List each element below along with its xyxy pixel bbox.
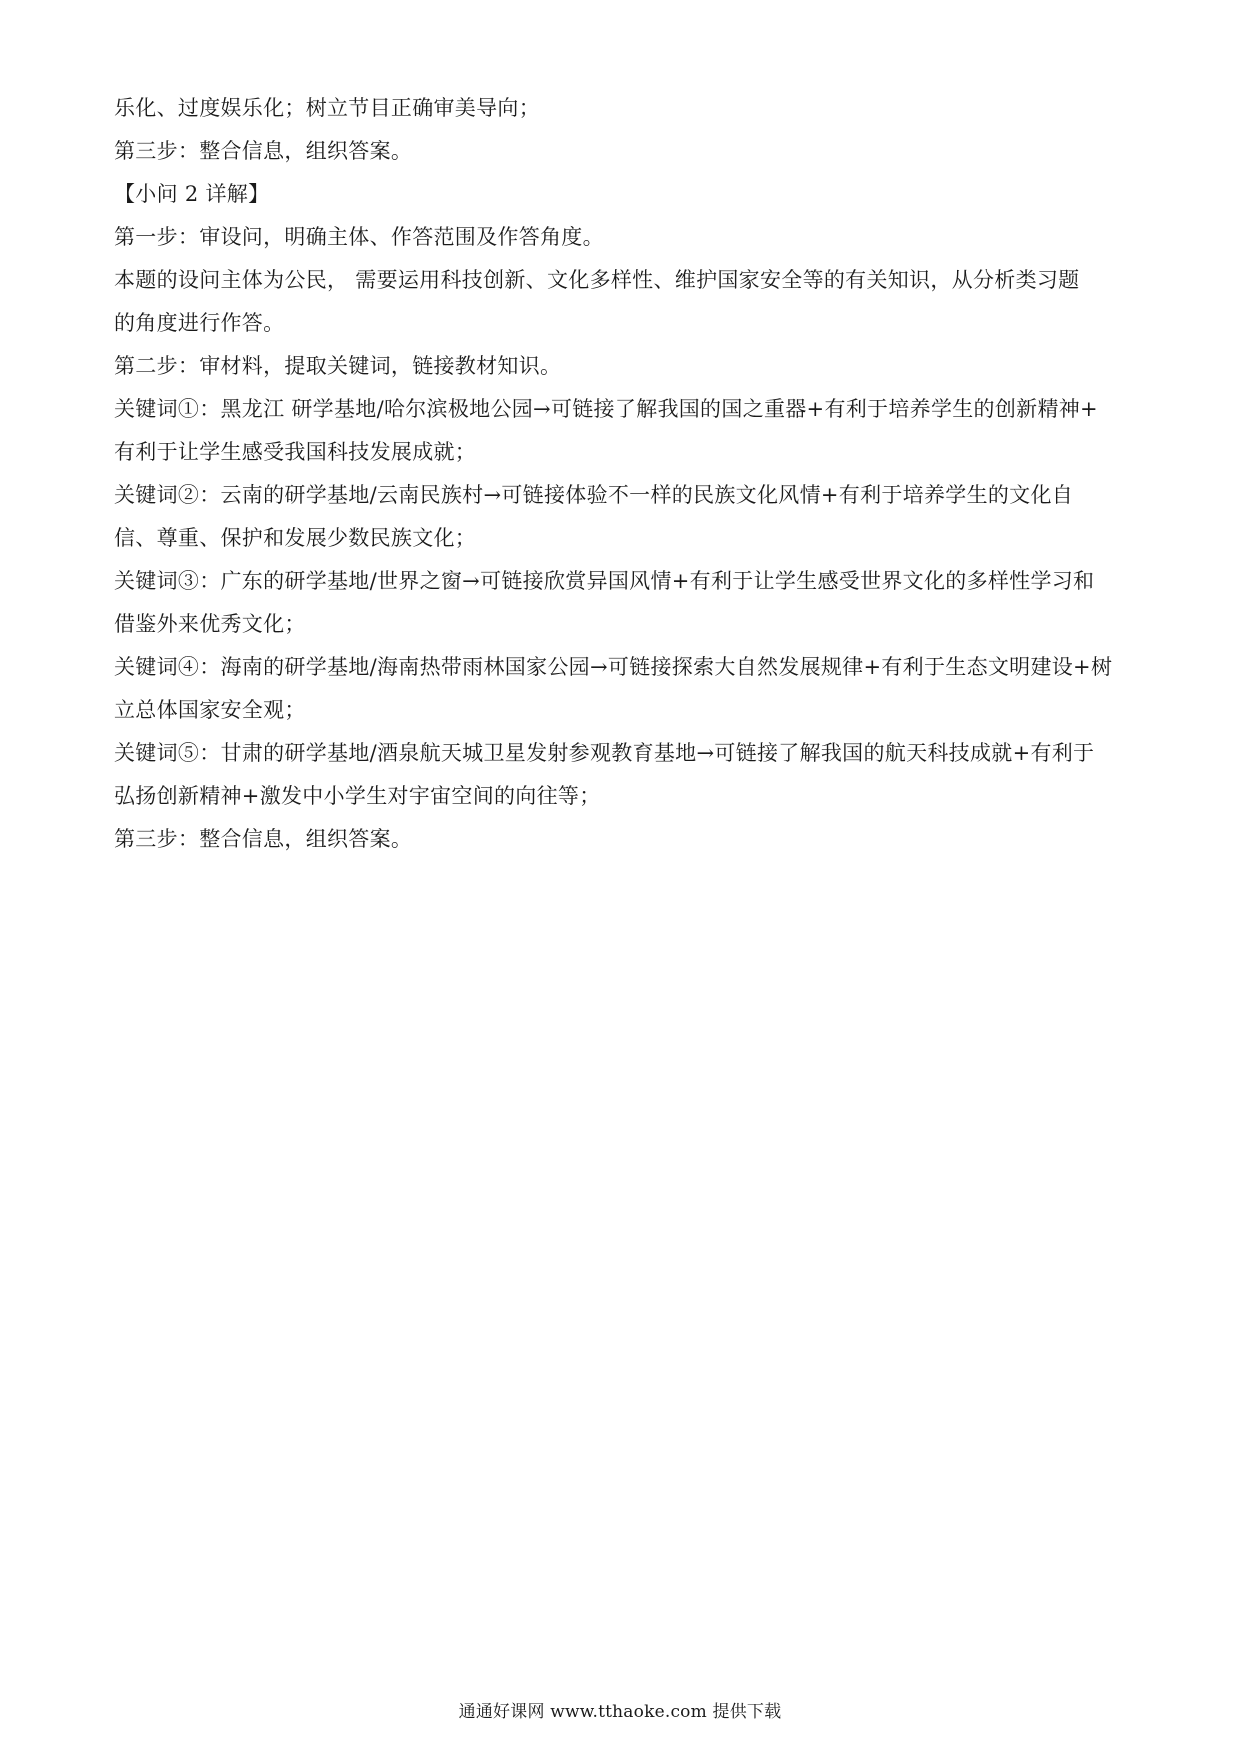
step-three-line: 第三步：整合信息，组织答案。 <box>114 139 413 163</box>
step-three-line: 第三步：整合信息，组织答案。 <box>114 827 413 851</box>
keyword-paragraph-1 <box>114 395 1134 466</box>
keyword-paragraph-4 <box>114 653 1134 724</box>
keyword-paragraph-5 <box>114 739 1134 810</box>
text-line: 关键词③：广东的研学基地/世界之窗→可链接欣赏异国风情+有利于让学生感受世界文化的多样性学习和 <box>114 569 1095 593</box>
text-line: 信、尊重、保护和发展少数民族文化； <box>114 526 477 550</box>
text-line: 借鉴外来优秀文化； <box>114 612 306 636</box>
text-line: 乐化、过度娱乐化；树立节目正确审美导向； <box>114 96 540 120</box>
text-line: 本题的设问主体为公民， 需要运用科技创新、文化多样性、维护国家安全等的有关知识，从分析类习题 <box>114 268 1080 292</box>
text-line: 关键词②：云南的研学基地/云南民族村→可链接体验不一样的民族文化风情+有利于培养学生的文化自 <box>114 483 1074 507</box>
text-line: 关键词①：黑龙江 研学基地/哈尔滨极地公园→可链接了解我国的国之重器+有利于培养学生的创新精神+ <box>114 397 1098 421</box>
step-one-line: 第一步：审设问，明确主体、作答范围及作答角度。 <box>114 225 604 249</box>
step-two-line: 第二步：审材料，提取关键词，链接教材知识。 <box>114 354 562 378</box>
section-heading: 【小问 2 详解】 <box>114 182 270 206</box>
page-footer: 通通好课网 www.tthaoke.com 提供下载 <box>458 1702 782 1722</box>
keyword-paragraph-2 <box>114 481 1134 552</box>
keyword-paragraph-3 <box>114 567 1134 638</box>
document-body <box>114 94 1134 868</box>
text-line: 有利于让学生感受我国科技发展成就； <box>114 440 477 464</box>
subject-paragraph <box>114 266 1134 337</box>
text-line: 立总体国家安全观； <box>114 698 306 722</box>
text-line: 关键词④：海南的研学基地/海南热带雨林国家公园→可链接探索大自然发展规律+有利于生态文明建设+树 <box>114 655 1113 679</box>
text-line: 关键词⑤：甘肃的研学基地/酒泉航天城卫星发射参观教育基地→可链接了解我国的航天科技成就+有利于 <box>114 741 1095 765</box>
text-line: 弘扬创新精神+激发中小学生对宇宙空间的向往等； <box>114 784 601 808</box>
text-line: 的角度进行作答。 <box>114 311 285 335</box>
